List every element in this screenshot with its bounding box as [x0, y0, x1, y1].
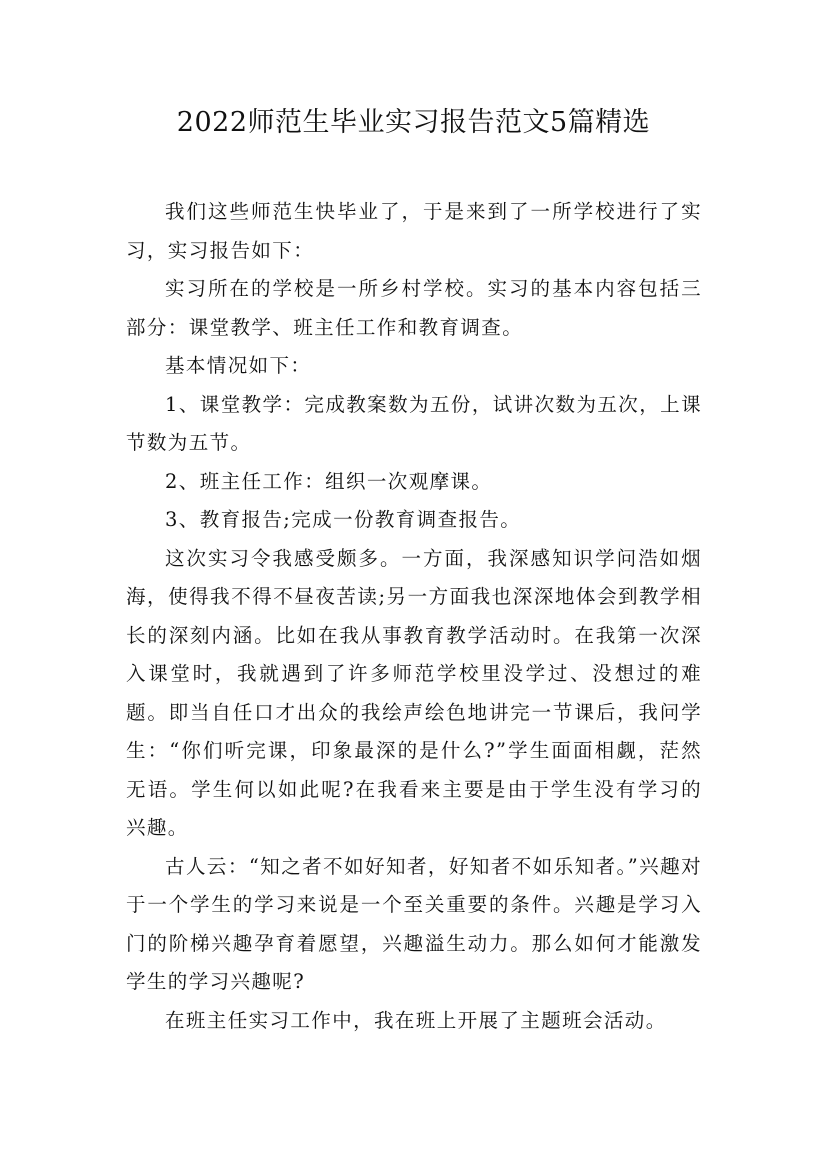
paragraph: 实习所在的学校是一所乡村学校。实习的基本内容包括三部分：课堂教学、班主任工作和教育调查。 [126, 277, 702, 339]
paragraph: 基本情况如下： [165, 354, 312, 377]
paragraph: 在班主任实习工作中，我在班上开展了主题班会活动。 [165, 1008, 667, 1032]
paragraph: 古人云：“知之者不如好知者，好知者不如乐知者。”兴趣对于一个学生的学习来说是一个至关重要的条件。兴趣是学习入门的阶梯兴趣孕育着愿望，兴趣溢生动力。那么如何才能激发学生的学习兴趣呢? [126, 854, 702, 993]
document-body [126, 193, 702, 1040]
paragraph: 3、教育报告;完成一份教育调查报告。 [165, 508, 522, 531]
document-title: 2022师范生毕业实习报告范文5篇精选 [176, 107, 651, 138]
paragraph: 1、课堂教学：完成教案数为五份，试讲次数为五次，上课节数为五节。 [126, 392, 702, 454]
paragraph: 这次实习令我感受颇多。一方面，我深感知识学问浩如烟海，使得我不得不昼夜苦读;另一方面我也深深地体会到教学相长的深刻内涵。比如在我从事教育教学活动时。在我第一次深入课堂时，我就遇到了许多师范学校里没学过、没想过的难题。即当自任口才出众的我绘声绘色地讲完一节课后，我问学生：“你们听完课，印象最深的是什么?”学生面面相觑，茫然无语。学生何以如此呢?在我看来主要是由于学生没有学习的兴趣。 [126, 546, 702, 839]
paragraph: 我们这些师范生快毕业了，于是来到了一所学校进行了实习，实习报告如下： [126, 200, 702, 262]
paragraph: 2、班主任工作：组织一次观摩课。 [165, 469, 493, 493]
